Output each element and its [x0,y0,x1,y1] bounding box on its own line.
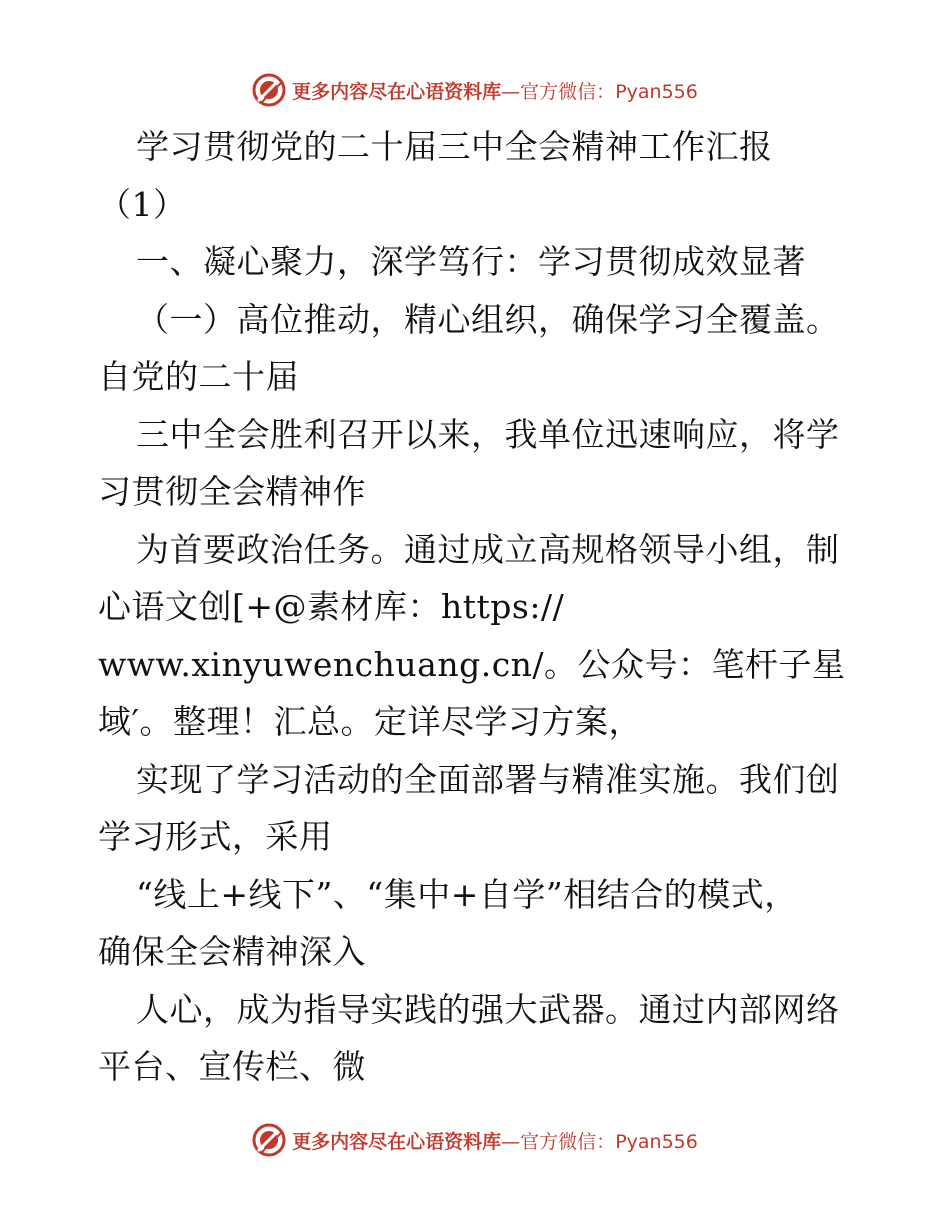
logo-icon [252,1123,286,1157]
subsection-heading: （一）高位推动，精心组织，确保学习全覆盖。 [136,299,840,339]
paragraph-line: 人心，成为指导实践的强大武器。通过内部网络 [136,989,840,1029]
document-body [98,118,858,1096]
paragraph-line: “线上+线下”、“集中+自学”相结合的模式， [136,874,798,914]
logo-icon [252,73,286,107]
banner-library-name: 更多内容尽在心语资料库 [292,1130,502,1153]
section-heading: 一、凝心聚力，深学笃行：学习贯彻成效显著 [136,242,806,281]
footer-banner [0,1120,950,1160]
paragraph-line: 三中全会胜利召开以来，我单位迅速响应，将学 [136,414,840,454]
header-banner [0,70,950,110]
document-title-suffix: （1） [98,184,187,224]
banner-dash: — [501,1130,521,1153]
paragraph-line: 心语文创[+@素材库：https:// [98,587,565,626]
paragraph-line: 自党的二十届 [98,357,299,396]
banner-wechat-id: Pyan556 [615,1130,698,1153]
paragraph-line: 实现了学习活动的全面部署与精准实施。我们创 [136,759,840,799]
paragraph-line: 为首要政治任务。通过成立高规格领导小组，制 [136,529,840,569]
banner-dash: — [501,80,521,103]
document-title: 学习贯彻党的二十届三中全会精神工作汇报 [136,127,773,166]
banner-wechat-label: 官方微信： [520,80,616,103]
paragraph-line: 学习形式，采用 [98,817,333,856]
paragraph-line: 平台、宣传栏、微 [98,1047,366,1086]
banner-text [292,1127,698,1154]
paragraph-line: 确保全会精神深入 [98,932,366,971]
paragraph-line: www.xinyuwenchuang.cn/。公众号：笔杆子星 [98,644,846,684]
banner-library-name: 更多内容尽在心语资料库 [292,80,502,103]
banner-wechat-id: Pyan556 [615,80,698,103]
paragraph-line: 域′。整理！汇总。定详尽学习方案， [98,702,642,741]
banner-wechat-label: 官方微信： [520,1130,616,1153]
paragraph-line: 习贯彻全会精神作 [98,472,366,511]
banner-text [292,77,698,104]
